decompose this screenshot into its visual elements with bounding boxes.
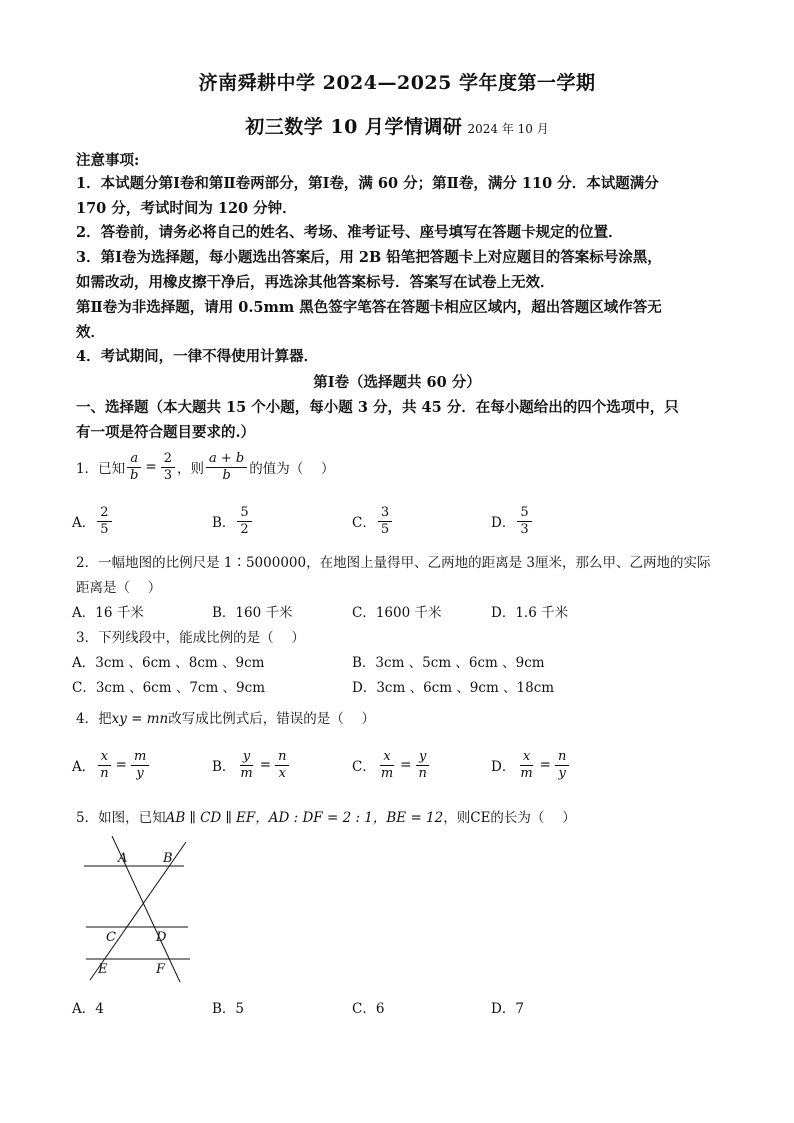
- parallel-lines-figure: [80, 836, 200, 986]
- label-d: D: [156, 930, 167, 945]
- q4-option-c[interactable]: C． $\frac{x}{m}$ = $\frac{y}{n}$: [352, 750, 432, 780]
- question-5-stem: 5．如图，已知AB ∥ CD ∥ EF，AD : DF = 2 : 1，BE = 12，则CE的长为（ ）: [76, 810, 576, 826]
- notice-line: 2．答卷前，请务必将自己的姓名、考场、准考证号、座号填写在答题卡规定的位置．: [76, 224, 623, 241]
- notice-line: 如需改动，用橡皮擦干净后，再选涂其他答案标号．答案写在试卷上无效．: [76, 274, 555, 291]
- q4-option-d[interactable]: D． $\frac{x}{m}$ = $\frac{n}{y}$: [491, 750, 571, 780]
- subtitle-text: 初三数学 10 月学情调研: [245, 116, 463, 138]
- q3-option-c[interactable]: C．3cm 、6cm 、7cm 、9cm: [72, 680, 266, 696]
- notice-line: 第Ⅱ卷为非选择题，请用 0.5mm 黑色签字笔答在答题卡相应区域内，超出答题区域作答无: [76, 299, 662, 316]
- notice-line: 4．考试期间，一律不得使用计算器．: [76, 348, 319, 365]
- q1-option-d[interactable]: D． $\frac{5}{3}$: [491, 506, 534, 536]
- question-1-stem: 1．已知 $\frac{a}{b}$ = $\frac{2}{3}$ ，则 $\frac{a + b}{b}$ 的值为（ ）: [76, 451, 335, 483]
- q1-option-b[interactable]: B． $\frac{5}{2}$: [212, 506, 254, 536]
- q3-option-d[interactable]: D．3cm 、6cm 、9cm 、18cm: [352, 680, 555, 696]
- label-a: A: [118, 851, 128, 866]
- q1-suffix: 的值为（ ）: [249, 461, 335, 478]
- section-instructions: 一、选择题（本大题共 15 个小题，每小题 3 分，共 45 分．在每小题给出的四个选项中，只: [76, 399, 679, 416]
- q1-prefix: 1．已知: [76, 461, 126, 478]
- q5-option-a[interactable]: A．4: [72, 1001, 104, 1017]
- notice-line: 效．: [76, 324, 105, 341]
- section-heading: 第Ⅰ卷（选择题共 60 分）: [313, 374, 481, 391]
- label-c: C: [106, 930, 116, 945]
- q1-fraction-apb-over-b: $\frac{a + b}{b}$: [206, 452, 247, 482]
- notice-heading: 注意事项:: [76, 152, 140, 169]
- exam-subtitle: [0, 112, 794, 139]
- q2-option-b[interactable]: B．160 千米: [212, 605, 293, 621]
- q2-option-c[interactable]: C．1600 千米: [352, 605, 442, 621]
- q2-option-a[interactable]: A．16 千米: [72, 605, 144, 621]
- exam-title: 济南舜耕中学 2024—2025 学年度第一学期: [198, 72, 596, 94]
- question-4-stem: 4．把xy = mn改写成比例式后，错误的是（ ）: [76, 711, 376, 727]
- label-b: B: [163, 851, 173, 866]
- q1-fraction-a-over-b: $\frac{a}{b}$: [127, 452, 141, 482]
- section-instructions: 有一项是符合题目要求的.）: [76, 424, 256, 441]
- q1-fraction-2-over-3: $\frac{2}{3}$: [161, 452, 175, 482]
- q5-option-c[interactable]: C．6: [352, 1001, 385, 1017]
- notice-line: 1．本试题分第Ⅰ卷和第Ⅱ卷两部分，第Ⅰ卷，满 60 分；第Ⅱ卷，满分 110 分．本试题满分: [76, 175, 659, 192]
- notice-line: 3．第Ⅰ卷为选择题，每小题选出答案后，用 2B 铅笔把答题卡上对应题目的答案标号涂黑，: [76, 249, 662, 266]
- q5-option-d[interactable]: D．7: [491, 1001, 524, 1017]
- q5-ratio: ，AD : DF = 2 : 1，BE = 12: [255, 810, 444, 826]
- q1-option-a[interactable]: A． $\frac{2}{5}$: [72, 506, 114, 536]
- q4-expression: xy = mn: [111, 711, 169, 727]
- question-3-stem: 3．下列线段中，能成比例的是（ ）: [76, 630, 305, 646]
- q5-option-b[interactable]: B．5: [212, 1001, 245, 1017]
- label-e: E: [98, 962, 108, 977]
- notice-line: 170 分，考试时间为 120 分钟．: [76, 200, 297, 217]
- q1-mid: ，则: [177, 461, 205, 478]
- question-2-stem-cont: 距离是（ ）: [76, 580, 162, 596]
- q4-option-b[interactable]: B． $\frac{y}{m}$ = $\frac{n}{x}$: [212, 750, 291, 780]
- question-2-stem: 2．一幅地图的比例尺是 1∶5000000，在地图上量得甲、乙两地的距离是 3厘米，那么甲、乙两地的实际: [76, 555, 711, 571]
- q5-parallels: AB ∥ CD ∥ EF: [165, 810, 256, 826]
- q3-option-a[interactable]: A．3cm 、6cm 、8cm 、9cm: [72, 655, 265, 671]
- q2-option-d[interactable]: D．1.6 千米: [491, 605, 569, 621]
- q1-option-c[interactable]: C． $\frac{3}{5}$: [352, 506, 394, 536]
- q4-option-a[interactable]: A． $\frac{x}{n}$ = $\frac{m}{y}$: [72, 750, 151, 780]
- label-f: F: [156, 962, 166, 977]
- subtitle-date: 2024 年 10 月: [467, 122, 549, 136]
- q3-option-b[interactable]: B．3cm 、5cm 、6cm 、9cm: [352, 655, 545, 671]
